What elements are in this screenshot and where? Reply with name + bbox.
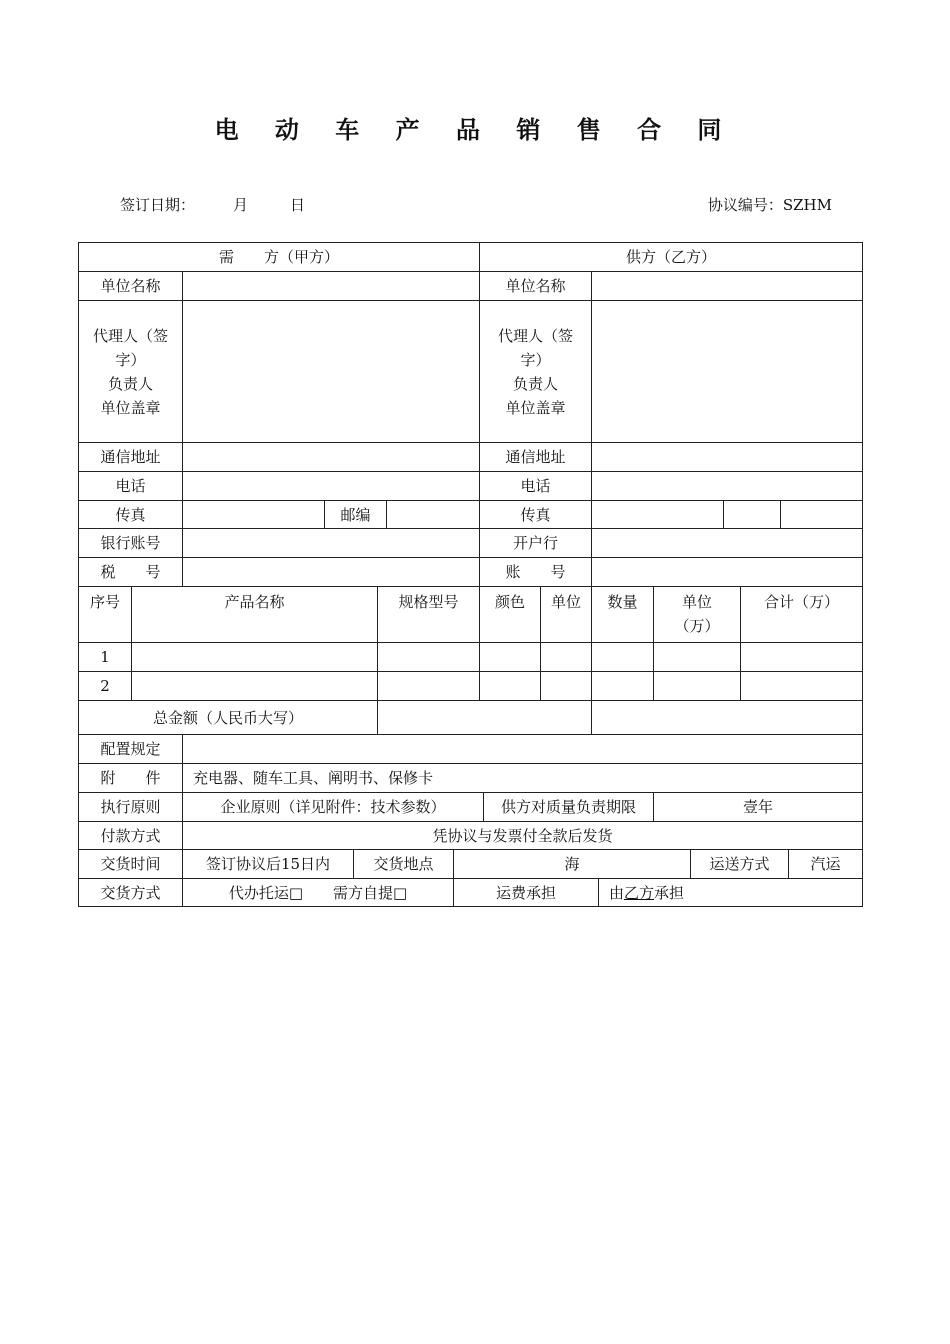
seller-phone-label: 电话 <box>479 471 592 501</box>
seller-fax-field[interactable] <box>591 500 724 529</box>
accessories-label: 附 件 <box>78 763 183 793</box>
row-1-color[interactable] <box>479 642 541 672</box>
col-unit-price <box>653 586 741 643</box>
buyer-phone-field[interactable] <box>182 471 480 501</box>
seller-postcode-field[interactable] <box>780 500 863 529</box>
buyer-postcode-field[interactable] <box>386 500 480 529</box>
agreement-number: 协议编号：SZHM <box>707 196 832 214</box>
buyer-fax-field[interactable] <box>182 500 325 529</box>
row-2-total[interactable] <box>740 671 863 701</box>
row-2-unit[interactable] <box>540 671 592 701</box>
warranty-label: 供方对质量负责期限 <box>483 792 654 822</box>
freight-value <box>598 878 863 907</box>
delivery-time-value: 签订协议后15日内 <box>182 849 354 879</box>
delivery-mode-value[interactable]: 代办托运□ 需方自提□ <box>182 878 454 907</box>
agent-line-1: 代理人（签 <box>92 326 168 345</box>
col-quantity: 数量 <box>591 586 654 643</box>
seller-bank-field[interactable] <box>591 528 863 558</box>
seller-unit-name-field[interactable] <box>591 271 863 301</box>
seller-postcode-label-blank <box>723 500 781 529</box>
freight-label: 运费承担 <box>453 878 599 907</box>
buyer-address-field[interactable] <box>182 442 480 472</box>
row-1-product[interactable] <box>131 642 378 672</box>
month-label: 月 <box>233 196 249 214</box>
col-unit-price-line-1: 单位 <box>681 593 712 611</box>
row-2-unit-price[interactable] <box>653 671 741 701</box>
seller-unit-name-label: 单位名称 <box>479 271 592 301</box>
col-product-name: 产品名称 <box>131 586 378 643</box>
principle-label: 执行原则 <box>78 792 183 822</box>
buyer-unit-name-label: 单位名称 <box>78 271 183 301</box>
delivery-time-label: 交货时间 <box>78 849 183 879</box>
sign-date <box>120 194 305 215</box>
buyer-agent-label <box>78 300 183 443</box>
freight-suffix: 承担 <box>654 883 685 902</box>
seller-agent-label <box>479 300 592 443</box>
transport-value: 汽运 <box>788 849 863 879</box>
delivery-mode-label: 交货方式 <box>78 878 183 907</box>
total-amount-field[interactable] <box>377 700 592 735</box>
row-1-unit-price[interactable] <box>653 642 741 672</box>
seller-bank-label: 开户行 <box>479 528 592 558</box>
warranty-value: 壹年 <box>653 792 863 822</box>
buyer-bank-account-field[interactable] <box>182 528 480 558</box>
seller-account-field[interactable] <box>591 557 863 587</box>
col-color: 颜色 <box>479 586 541 643</box>
agent-line-4: 单位盖章 <box>100 398 161 417</box>
agent-line-1: 代理人（签 <box>497 326 573 345</box>
seller-address-label: 通信地址 <box>479 442 592 472</box>
config-field[interactable] <box>182 734 863 764</box>
agent-line-2: 字） <box>115 350 146 369</box>
row-1-unit[interactable] <box>540 642 592 672</box>
document-title: 电 动 车 产 品 销 售 合 同 <box>214 116 736 144</box>
buyer-tax-label: 税 号 <box>78 557 183 587</box>
payment-label: 付款方式 <box>78 821 183 850</box>
col-total: 合计（万） <box>740 586 863 643</box>
day-label: 日 <box>290 196 306 214</box>
row-1-index: 1 <box>78 642 132 672</box>
seller-address-field[interactable] <box>591 442 863 472</box>
delivery-place-label: 交货地点 <box>353 849 454 879</box>
col-index: 序号 <box>78 586 132 643</box>
transport-label: 运送方式 <box>690 849 789 879</box>
principle-value: 企业原则（详见附件：技术参数） <box>182 792 484 822</box>
buyer-heading: 需 方（甲方） <box>78 242 480 272</box>
buyer-fax-label: 传真 <box>78 500 183 529</box>
buyer-tax-field[interactable] <box>182 557 480 587</box>
seller-heading: 供方（乙方） <box>479 242 863 272</box>
freight-party: 乙方 <box>624 883 655 902</box>
col-unit-price-line-2: （万） <box>674 617 720 635</box>
buyer-agent-field[interactable] <box>182 300 480 443</box>
total-amount-extra[interactable] <box>591 700 863 735</box>
row-1-total[interactable] <box>740 642 863 672</box>
row-2-spec[interactable] <box>377 671 480 701</box>
agent-line-4: 单位盖章 <box>505 398 566 417</box>
sign-date-label: 签订日期： <box>120 196 196 214</box>
total-amount-label: 总金额（人民币大写） <box>78 700 378 735</box>
accessories-value: 充电器、随车工具、阐明书、保修卡 <box>182 763 863 793</box>
buyer-postcode-label: 邮编 <box>324 500 387 529</box>
row-2-index: 2 <box>78 671 132 701</box>
config-label: 配置规定 <box>78 734 183 764</box>
payment-value: 凭协议与发票付全款后发货 <box>182 821 863 850</box>
freight-prefix: 由 <box>609 883 625 902</box>
row-1-quantity[interactable] <box>591 642 654 672</box>
row-2-quantity[interactable] <box>591 671 654 701</box>
row-2-color[interactable] <box>479 671 541 701</box>
buyer-bank-account-label: 银行账号 <box>78 528 183 558</box>
buyer-unit-name-field[interactable] <box>182 271 480 301</box>
col-spec: 规格型号 <box>377 586 480 643</box>
agent-line-3: 负责人 <box>107 374 153 393</box>
agent-line-2: 字） <box>520 350 551 369</box>
seller-agent-field[interactable] <box>591 300 863 443</box>
seller-fax-label: 传真 <box>479 500 592 529</box>
buyer-phone-label: 电话 <box>78 471 183 501</box>
col-unit: 单位 <box>540 586 592 643</box>
agent-line-3: 负责人 <box>512 374 558 393</box>
buyer-address-label: 通信地址 <box>78 442 183 472</box>
delivery-place-value: 海 <box>453 849 691 879</box>
row-2-product[interactable] <box>131 671 378 701</box>
seller-phone-field[interactable] <box>591 471 863 501</box>
seller-account-label: 账 号 <box>479 557 592 587</box>
row-1-spec[interactable] <box>377 642 480 672</box>
